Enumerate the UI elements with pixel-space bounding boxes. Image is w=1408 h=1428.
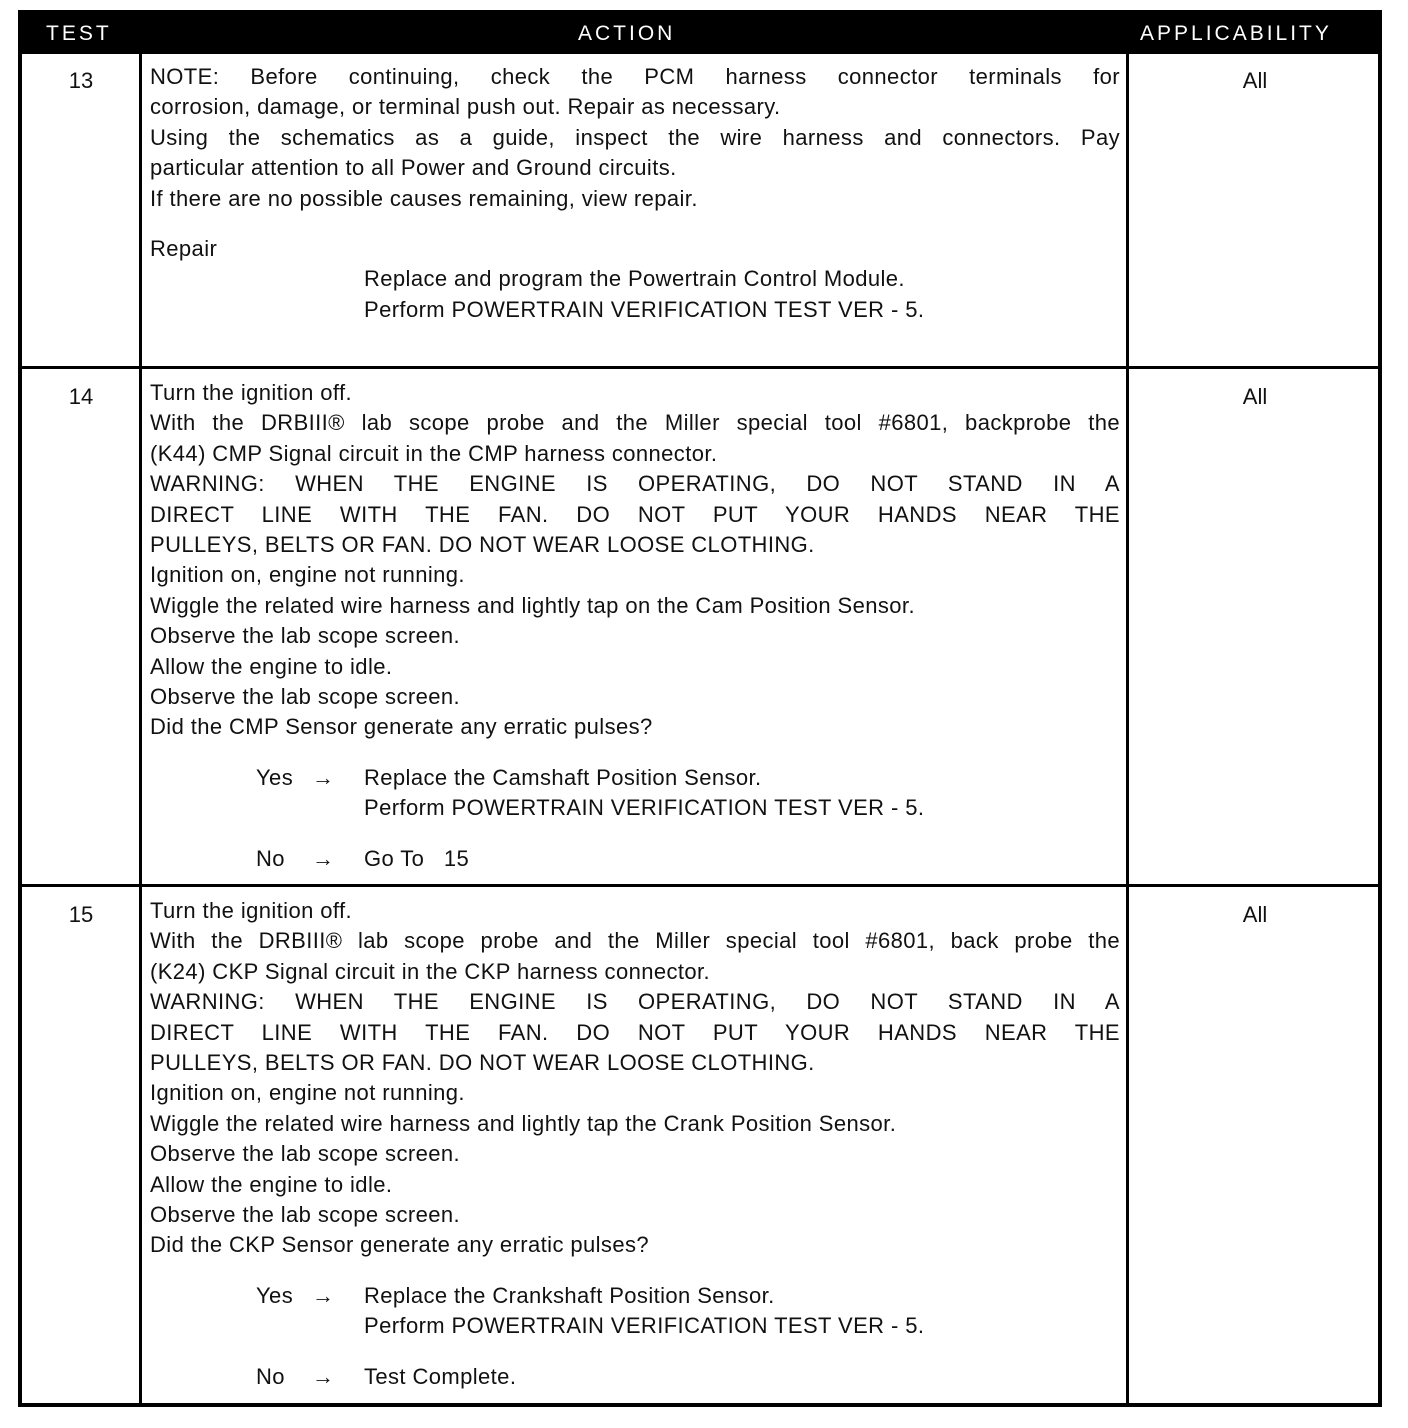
arrow-icon: → — [312, 845, 335, 871]
yes-line: Replace the Crankshaft Position Sensor. — [364, 1282, 775, 1308]
yes-line: Perform POWERTRAIN VERIFICATION TEST VER - 5. — [364, 795, 925, 821]
repair-label: Repair — [150, 236, 218, 262]
action-line: (K24) CKP Signal circuit in the CKP harness connector. — [150, 958, 711, 984]
action-text — [150, 62, 1120, 325]
action-line: NOTE: Before continuing, check the PCM harness connector terminals for — [150, 64, 1120, 89]
action-line: Wiggle the related wire harness and lightly tap the Crank Position Sensor. — [150, 1110, 897, 1136]
column-divider — [139, 54, 142, 1403]
no-result — [256, 1362, 1120, 1392]
action-line: Observe the lab scope screen. — [150, 623, 460, 649]
action-line: Ignition on, engine not running. — [150, 562, 465, 588]
applicability-value: All — [1242, 902, 1268, 927]
no-text: Go To 15 — [364, 845, 470, 871]
action-text — [150, 896, 1120, 1392]
action-line: Using the schematics as a guide, inspect the wire harness and connectors. Pay — [150, 124, 1120, 150]
applicability-value: All — [1242, 68, 1268, 93]
no-result — [256, 844, 1120, 874]
arrow-icon: → — [312, 764, 335, 790]
yes-line: Replace the Camshaft Position Sensor. — [364, 764, 762, 790]
table-header — [22, 14, 1378, 54]
action-line: WARNING: WHEN THE ENGINE IS OPERATING, DO NOT STAND IN A — [150, 471, 1120, 497]
action-line: Observe the lab scope screen. — [150, 684, 460, 710]
header-test: TEST — [46, 22, 112, 45]
no-label: No — [256, 845, 285, 871]
action-line: PULLEYS, BELTS OR FAN. DO NOT WEAR LOOSE CLOTHING. — [150, 1050, 815, 1076]
action-line: corrosion, damage, or terminal push out. Repair as necessary. — [150, 94, 781, 120]
arrow-icon: → — [312, 1282, 335, 1308]
test-number: 13 — [68, 68, 94, 93]
action-line: PULLEYS, BELTS OR FAN. DO NOT WEAR LOOSE CLOTHING. — [150, 532, 815, 558]
no-label: No — [256, 1363, 285, 1389]
yes-line: Perform POWERTRAIN VERIFICATION TEST VER - 5. — [364, 1313, 925, 1339]
action-line: With the DRBIII® lab scope probe and the Miller special tool #6801, backprobe the — [150, 410, 1120, 436]
action-line: (K44) CMP Signal circuit in the CMP harness connector. — [150, 440, 718, 466]
action-line: Turn the ignition off. — [150, 898, 353, 923]
test-number: 15 — [68, 902, 94, 927]
action-text — [150, 378, 1120, 874]
row-divider — [22, 884, 1378, 887]
yes-label: Yes — [256, 1282, 294, 1308]
repair-line: Perform POWERTRAIN VERIFICATION TEST VER - 5. — [364, 296, 925, 322]
test-number: 14 — [68, 384, 94, 409]
action-line: Allow the engine to idle. — [150, 1171, 393, 1197]
header-applicability: APPLICABILITY — [1140, 22, 1332, 45]
action-line: Wiggle the related wire harness and lightly tap on the Cam Position Sensor. — [150, 592, 915, 618]
action-line: Did the CKP Sensor generate any erratic pulses? — [150, 1232, 649, 1258]
yes-result — [256, 1281, 1120, 1342]
repair-line: Replace and program the Powertrain Control Module. — [364, 266, 905, 292]
action-line: Observe the lab scope screen. — [150, 1202, 460, 1228]
action-line: particular attention to all Power and Ground circuits. — [150, 155, 677, 181]
arrow-icon: → — [312, 1363, 335, 1389]
yes-label: Yes — [256, 764, 294, 790]
action-line: WARNING: WHEN THE ENGINE IS OPERATING, DO NOT STAND IN A — [150, 989, 1120, 1015]
row-divider — [22, 366, 1378, 369]
action-line: Did the CMP Sensor generate any erratic pulses? — [150, 714, 653, 740]
column-divider — [1126, 54, 1129, 1403]
header-action: ACTION — [578, 22, 676, 45]
action-line: DIRECT LINE WITH THE FAN. DO NOT PUT YOUR HANDS NEAR THE — [150, 1019, 1120, 1045]
action-line: Turn the ignition off. — [150, 380, 353, 405]
yes-result — [256, 763, 1120, 824]
action-line: DIRECT LINE WITH THE FAN. DO NOT PUT YOUR HANDS NEAR THE — [150, 501, 1120, 527]
no-text: Test Complete. — [364, 1363, 517, 1389]
applicability-value: All — [1242, 384, 1268, 409]
action-line: If there are no possible causes remaining, view repair. — [150, 185, 698, 211]
action-line: With the DRBIII® lab scope probe and the Miller special tool #6801, back probe the — [150, 928, 1120, 954]
action-line: Observe the lab scope screen. — [150, 1141, 460, 1167]
action-line: Ignition on, engine not running. — [150, 1080, 465, 1106]
action-line: Allow the engine to idle. — [150, 653, 393, 679]
test-table — [18, 10, 1382, 1407]
